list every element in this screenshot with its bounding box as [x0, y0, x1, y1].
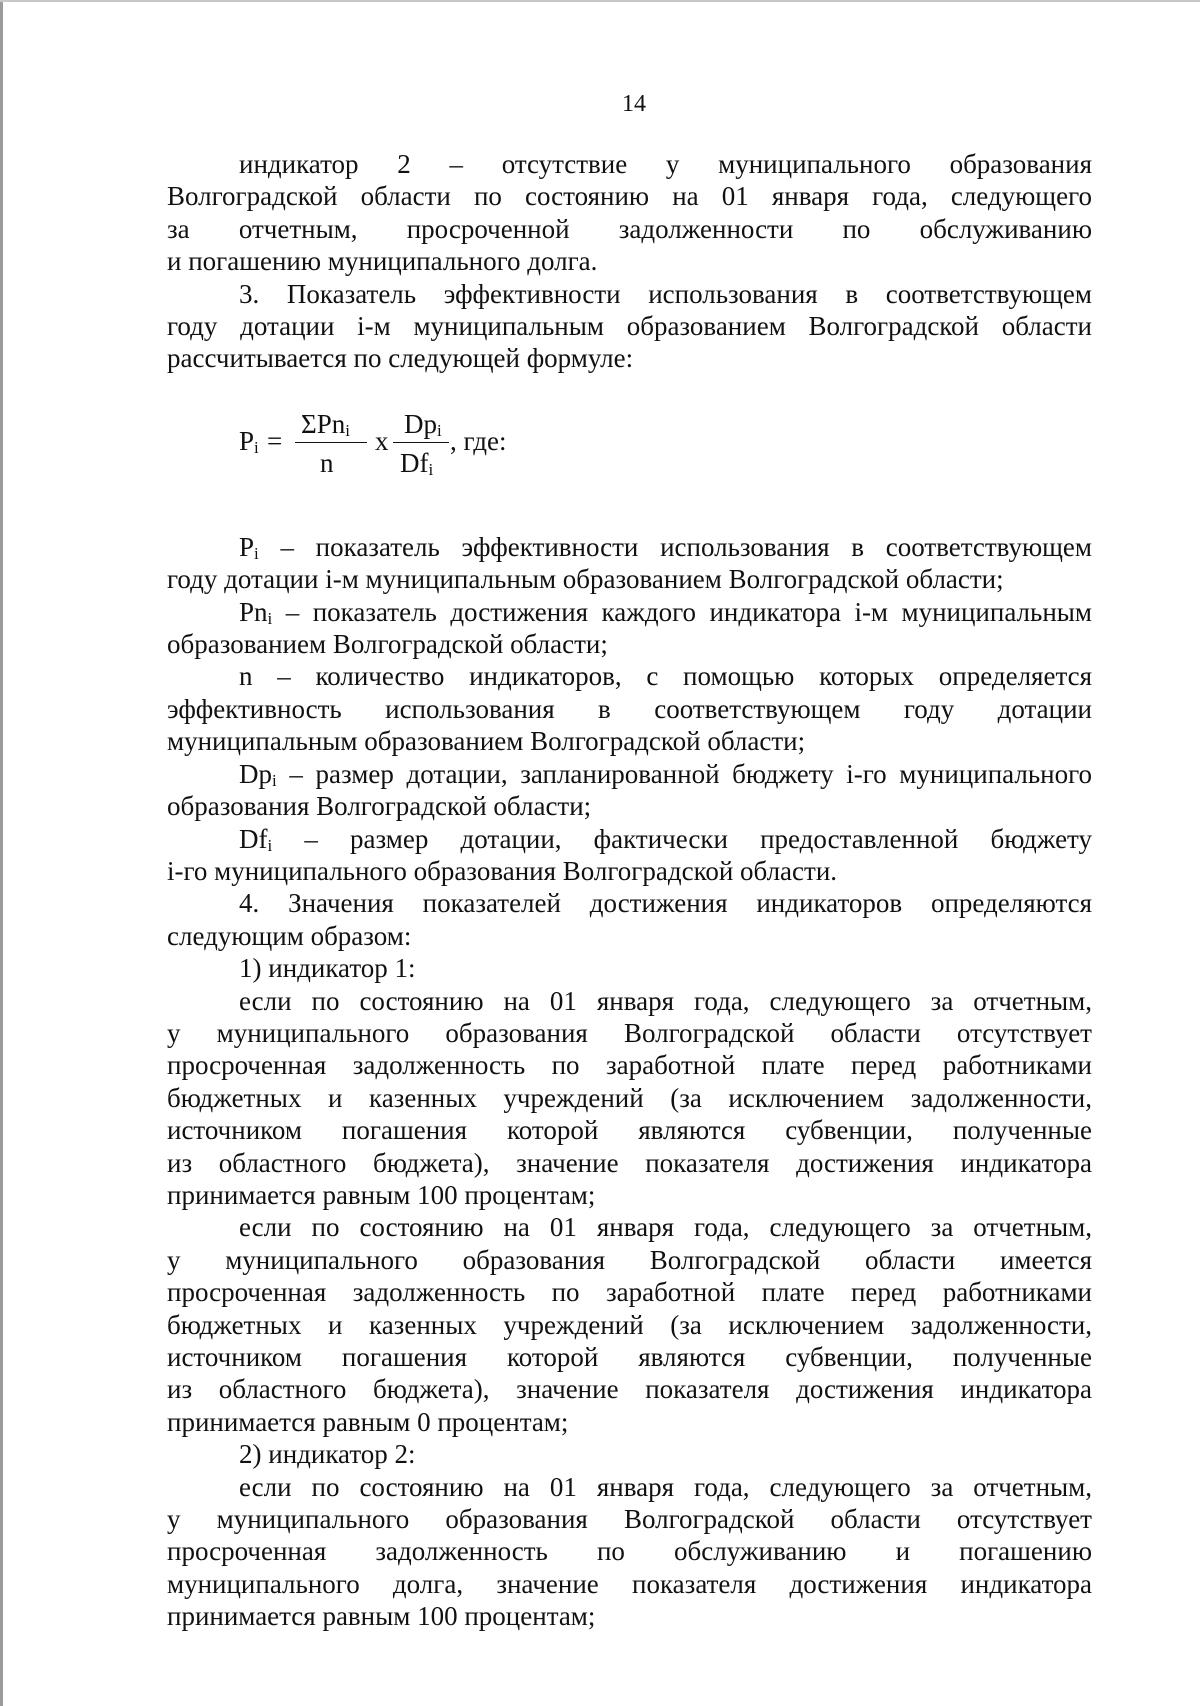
definition-df — [167, 823, 1092, 888]
text-line: $Df_i$ – размер дотации, фактически предоставленной бюджету — [239, 823, 1092, 855]
text-line: из областного бюджета), значение показателя достижения индикатора — [167, 1374, 1092, 1405]
text-line: $P_i$ – показатель эффективности использования в соответствующем — [239, 531, 1092, 563]
scan-edge-top — [0, 0, 1200, 2]
text-line: муниципальным образованием Волгоградской области; — [167, 726, 806, 757]
definition-dp — [167, 758, 1092, 823]
paragraph-3 — [167, 278, 1092, 375]
fraction-bar-2 — [393, 442, 449, 443]
indicator-1-case-absent — [167, 985, 1092, 1212]
text-line: бюджетных и казенных учреждений (за исключением задолженности, — [167, 1082, 1092, 1113]
text-line: просроченная задолженность по заработной плате перед работниками — [167, 1277, 1092, 1308]
formula-tail: , где: — [450, 425, 507, 456]
text-line: принимается равным 100 процентам; — [167, 1601, 596, 1632]
text-line: просроченная задолженность по заработной плате перед работниками — [167, 1050, 1092, 1081]
text-line: эффективность использования в соответствующем году дотации — [167, 693, 1092, 724]
formula-denominator-1: n — [320, 447, 334, 478]
paragraph-4 — [167, 887, 1092, 952]
text-line: $Pn_i$ – показатель достижения каждого индикатора i-м муниципальным — [239, 596, 1092, 628]
indicator-1-case-present — [167, 1211, 1092, 1438]
text-line: $Dp_i$ – размер дотации, запланированной бюджету i-го муниципального — [239, 758, 1093, 790]
text-line: индикатор 2 – отсутствие у муниципального образования — [239, 149, 1092, 179]
formula-lhs: $P_i$ — [239, 425, 259, 457]
text-line: муниципального долга, значение показателя достижения индикатора — [167, 1568, 1092, 1599]
text-line: 4. Значения показателей достижения индикаторов определяются — [239, 888, 1092, 919]
text-line: из областного бюджета), значение показателя достижения индикатора — [167, 1147, 1092, 1178]
text-line: году дотации i-м муниципальным образованием Волгоградской области; — [167, 564, 1004, 595]
text-line: если по состоянию на 01 января года, следующего за отчетным, — [239, 1471, 1092, 1502]
list-item-indicator-2: 2) индикатор 2: — [239, 1439, 416, 1470]
definition-pn — [167, 596, 1092, 661]
fraction-bar-1 — [295, 442, 367, 443]
scan-edge — [0, 0, 3, 1706]
formula-numerator-2: $Dp_i$ — [404, 408, 442, 440]
paragraph-indicator-2-definition — [167, 148, 1092, 278]
text-line: образования Волгоградской области; — [167, 791, 592, 822]
text-line: бюджетных и казенных учреждений (за исключением задолженности, — [167, 1309, 1092, 1340]
text-line: источником погашения которой являются субвенции, полученные — [167, 1115, 1092, 1146]
formula-equals: = — [267, 425, 283, 456]
text-line: и погашению муниципального долга. — [167, 246, 598, 277]
text-line: году дотации i-м муниципальным образованием Волгоградской области — [167, 311, 1092, 342]
text-line: рассчитывается по следующей формуле: — [167, 343, 634, 374]
text-line: источником погашения которой являются субвенции, полученные — [167, 1342, 1092, 1372]
definition-p — [167, 531, 1092, 596]
list-item-indicator-1: 1) индикатор 1: — [239, 953, 416, 984]
text-line: если по состоянию на 01 января года, следующего за отчетным, — [239, 985, 1092, 1016]
text-line: у муниципального образования Волгоградской области отсутствует — [167, 1504, 1092, 1535]
indicator-2-case-absent — [167, 1471, 1092, 1633]
formula-numerator-1: ΣPn$_i$ — [301, 408, 350, 440]
formula-times: x — [375, 425, 389, 456]
text-line: принимается равным 100 процентам; — [167, 1179, 596, 1210]
text-line: следующим образом: — [167, 920, 412, 951]
text-line: у муниципального образования Волгоградской области имеется — [167, 1244, 1092, 1275]
formula — [167, 379, 1092, 501]
formula-denominator-2: $Df_i$ — [400, 447, 434, 479]
definition-n — [167, 660, 1092, 757]
page-number: 14 — [622, 91, 646, 117]
text-line: за отчетным, просроченной задолженности по обслуживанию — [167, 213, 1092, 244]
text-line: если по состоянию на 01 января года, следующего за отчетным, — [239, 1212, 1092, 1243]
text-line: i-го муниципального образования Волгоградской области. — [167, 855, 838, 886]
text-line: n – количество индикаторов, с помощью которых определяется — [239, 661, 1092, 692]
text-line: образованием Волгоградской области; — [167, 629, 608, 660]
document-body — [167, 148, 1092, 1633]
text-line: Волгоградской области по состоянию на 01 января года, следующего — [167, 181, 1092, 212]
text-line: принимается равным 0 процентам; — [167, 1406, 569, 1437]
text-line: у муниципального образования Волгоградской области отсутствует — [167, 1017, 1092, 1048]
text-line: просроченная задолженность по обслуживанию и погашению — [167, 1536, 1092, 1567]
text-line: 3. Показатель эффективности использования в соответствующем — [239, 278, 1092, 309]
